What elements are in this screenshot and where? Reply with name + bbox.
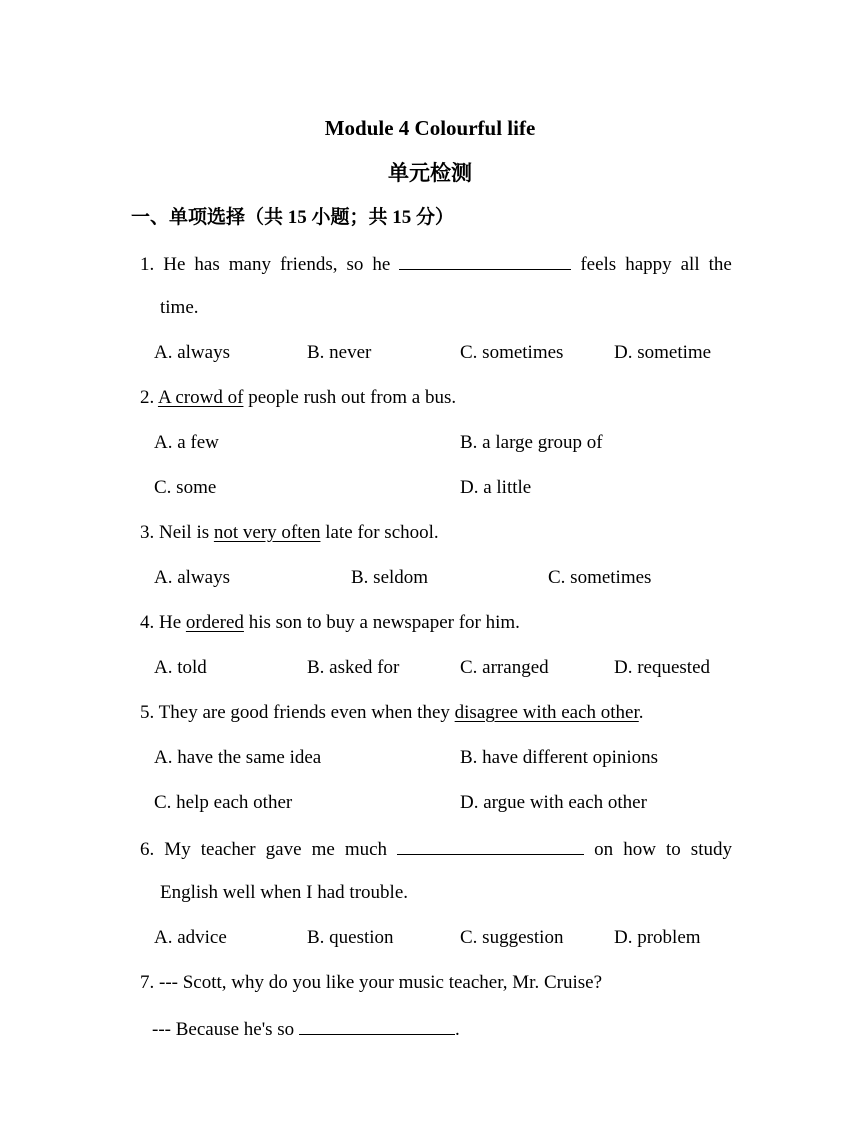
option-d[interactable]: D. a little [460, 477, 532, 498]
word: to [665, 839, 681, 860]
word: the [708, 254, 732, 275]
question-text: 2. [140, 387, 158, 408]
underlined-phrase: disagree with each other [454, 702, 639, 723]
question-7-line-2 [152, 1016, 460, 1042]
option-b[interactable]: B. never [307, 342, 372, 363]
question-3 [140, 521, 439, 545]
word: on [594, 839, 614, 860]
question-6-line-1 [140, 836, 732, 862]
option-a[interactable]: A. advice [154, 927, 227, 948]
option-a[interactable]: A. told [154, 657, 207, 678]
question-text: --- Because he's so [152, 1019, 299, 1040]
word: many [228, 254, 271, 275]
question-6-line-2: English well when I had trouble. [160, 882, 409, 903]
option-b[interactable]: B. have different opinions [460, 747, 659, 768]
option-c[interactable]: C. suggestion [460, 927, 564, 948]
word: gave [265, 839, 302, 860]
question-text: . [638, 702, 644, 723]
option-b[interactable]: B. question [307, 927, 394, 948]
question-1-line-2: time. [160, 297, 199, 318]
word: so [346, 254, 364, 275]
word: feels [580, 254, 617, 275]
underlined-phrase: A crowd of [157, 387, 244, 408]
option-c[interactable]: C. sometimes [460, 342, 564, 363]
option-b[interactable]: B. a large group of [460, 432, 603, 453]
option-c[interactable]: C. help each other [154, 792, 293, 813]
option-d[interactable]: D. problem [614, 927, 701, 948]
answer-blank[interactable] [397, 836, 584, 855]
word: has [194, 254, 220, 275]
option-c[interactable]: C. sometimes [548, 567, 652, 588]
question-7-line-1: 7. --- Scott, why do you like your music teacher, Mr. Cruise? [140, 972, 603, 993]
document-title: Module 4 Colourful life [324, 116, 536, 140]
question-number: 1. [140, 254, 155, 275]
option-c[interactable]: C. arranged [460, 657, 549, 678]
question-number: 6. [140, 839, 155, 860]
option-d[interactable]: D. requested [614, 657, 711, 678]
question-4 [140, 611, 520, 635]
option-a[interactable]: A. always [154, 342, 230, 363]
option-b[interactable]: B. asked for [307, 657, 400, 678]
option-a[interactable]: A. a few [154, 432, 219, 453]
option-a[interactable]: A. have the same idea [154, 747, 322, 768]
question-text: people rush out from a bus. [243, 387, 457, 408]
question-text: 3. Neil is [140, 522, 214, 543]
word: how [623, 839, 656, 860]
word: teacher [200, 839, 256, 860]
question-text: late for school. [320, 522, 439, 543]
option-d[interactable]: D. argue with each other [460, 792, 647, 813]
word: me [311, 839, 335, 860]
underlined-phrase: ordered [185, 612, 244, 633]
option-b[interactable]: B. seldom [351, 567, 429, 588]
answer-blank[interactable] [399, 251, 571, 270]
document-subtitle: 单元检测 [388, 161, 472, 185]
word: My [164, 839, 191, 860]
word: friends, [279, 254, 338, 275]
question-2 [140, 386, 456, 410]
section-heading: 一、单项选择（共 15 小题；共 15 分） [131, 207, 455, 228]
question-5 [140, 701, 644, 725]
word: study [690, 839, 732, 860]
word: He [163, 254, 186, 275]
word: all [680, 254, 700, 275]
question-1-line-1 [140, 251, 732, 277]
answer-blank[interactable] [299, 1016, 455, 1035]
option-d[interactable]: D. sometime [614, 342, 712, 363]
question-text: his son to buy a newspaper for him. [243, 612, 520, 633]
question-text: 4. He [140, 612, 186, 633]
underlined-phrase: not very often [213, 522, 321, 543]
option-c[interactable]: C. some [154, 477, 217, 498]
question-text: 5. They are good friends even when they [140, 702, 455, 723]
word: happy [625, 254, 672, 275]
question-text: . [454, 1019, 460, 1040]
word: much [344, 839, 388, 860]
option-a[interactable]: A. always [154, 567, 230, 588]
word: he [372, 254, 391, 275]
